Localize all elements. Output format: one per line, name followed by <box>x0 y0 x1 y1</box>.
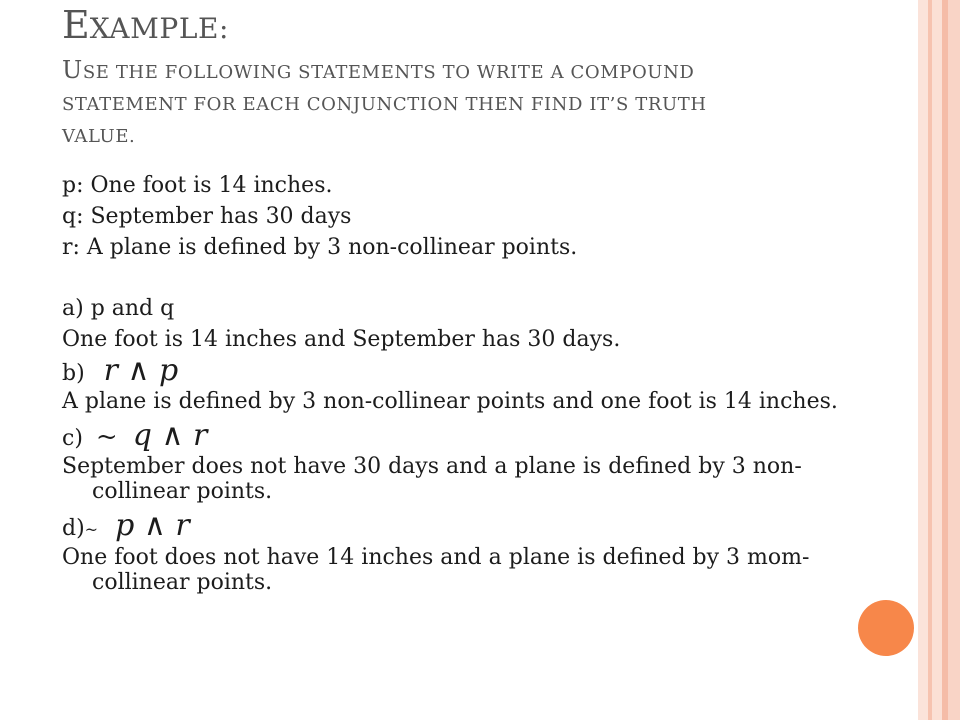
part-a-answer: One foot is 14 inches and September has 30 days. <box>62 327 621 352</box>
part-d-negation: ~ <box>84 520 99 539</box>
part-d-expression: p ∧ r <box>115 508 190 543</box>
statement-q: q: September has 30 days <box>62 204 352 229</box>
part-c-negation: ~ <box>95 422 118 452</box>
part-d-row <box>62 510 862 545</box>
decor-stripe-1 <box>918 0 928 720</box>
statement-p: p: One foot is 14 inches. <box>62 173 333 198</box>
statement-r: r: A plane is defined by 3 non-collinear points. <box>62 235 578 260</box>
part-a-label: a) p and q <box>62 296 175 321</box>
part-b-expression: r ∧ p <box>103 353 179 388</box>
part-b-label: b) <box>62 361 85 386</box>
part-d-label: d) <box>62 516 85 541</box>
title-line-2: STATEMENT FOR EACH CONJUNCTION THEN FIND IT’S TRUTH <box>62 94 707 115</box>
slide-title <box>62 3 882 147</box>
title-heading: EXAMPLE: <box>62 3 230 47</box>
part-c-row <box>62 420 862 454</box>
part-b-row <box>62 355 862 389</box>
part-b-answer: A plane is defined by 3 non-collinear points and one foot is 14 inches. <box>62 389 838 414</box>
title-line-1: USE THE FOLLOWING STATEMENTS TO WRITE A COMPOUND <box>62 56 695 84</box>
part-d-answer: One foot does not have 14 inches and a plane is defined by 3 mom-collinear points. <box>62 545 810 595</box>
part-c-answer: September does not have 30 days and a plane is defined by 3 non-collinear points. <box>62 454 802 504</box>
decor-stripe-5 <box>948 0 960 720</box>
part-c-expression: q ∧ r <box>132 418 208 453</box>
decor-stripe-3 <box>932 0 942 720</box>
part-c-label: c) <box>62 426 83 451</box>
decor-circle <box>858 600 914 656</box>
title-line-3: VALUE. <box>62 126 136 147</box>
slide-body <box>62 170 862 601</box>
